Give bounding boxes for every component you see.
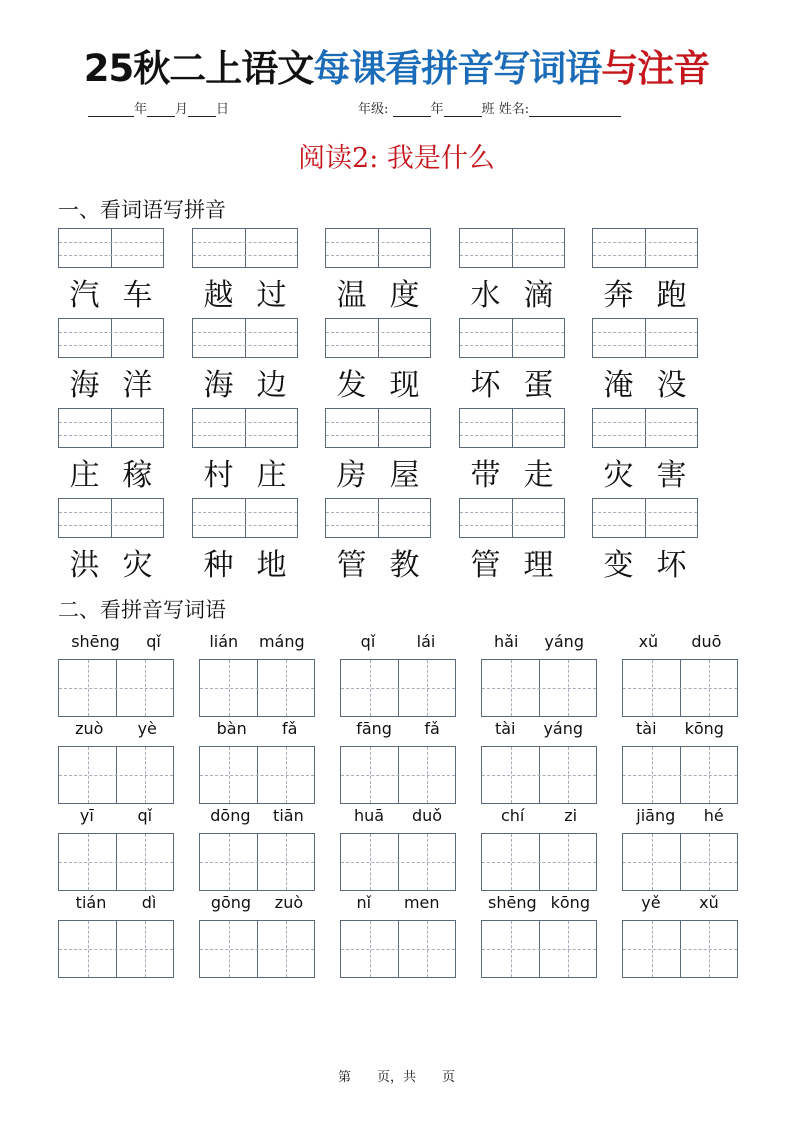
word-character: 越 [203, 278, 234, 313]
pinyin-item [340, 632, 456, 651]
word-character: 温 [336, 278, 367, 313]
character-writing-box[interactable] [58, 920, 174, 978]
pinyin-writing-box[interactable] [459, 498, 565, 538]
character-writing-box[interactable] [58, 833, 174, 891]
pinyin-writing-box[interactable] [192, 228, 298, 268]
pinyin-syllable: men [403, 893, 440, 912]
character-writing-box[interactable] [622, 659, 738, 717]
pinyin-syllable: tài [494, 719, 516, 738]
word-character: 带 [470, 458, 501, 493]
word-item [192, 360, 298, 404]
character-writing-box[interactable] [340, 659, 456, 717]
pinyin-syllable: yě [641, 893, 661, 912]
pinyin-item [340, 806, 456, 825]
character-writing-box[interactable] [199, 746, 315, 804]
pinyin-syllable: lián [209, 632, 239, 651]
pinyin-writing-box[interactable] [325, 228, 431, 268]
word-character: 海 [203, 368, 234, 403]
word-character: 度 [389, 278, 420, 313]
pinyin-writing-box[interactable] [459, 318, 565, 358]
pinyin-syllable: xǔ [699, 893, 719, 912]
pinyin-syllable: kōng [550, 893, 590, 912]
word-character: 现 [389, 368, 420, 403]
pinyin-syllable: tài [636, 719, 657, 738]
character-writing-box[interactable] [622, 920, 738, 978]
pinyin-item [199, 632, 315, 651]
pinyin-syllable: fǎ [424, 719, 440, 738]
pinyin-item [58, 893, 174, 912]
word-character: 害 [656, 458, 687, 493]
character-writing-box[interactable] [481, 833, 597, 891]
word-item [58, 450, 164, 494]
pinyin-syllable: jiāng [636, 806, 676, 825]
pinyin-writing-box[interactable] [58, 498, 164, 538]
pinyin-item [58, 806, 174, 825]
class-blank[interactable] [444, 104, 482, 117]
pinyin-writing-box[interactable] [192, 408, 298, 448]
grade-label: 年级: [358, 102, 389, 117]
word-item [58, 270, 164, 314]
pinyin-item [622, 893, 738, 912]
word-character: 屋 [389, 458, 420, 493]
word-character: 灾 [122, 548, 153, 583]
pinyin-syllable: fāng [356, 719, 392, 738]
title-part-3: 与注音 [601, 47, 710, 90]
character-writing-box[interactable] [340, 920, 456, 978]
pinyin-writing-box[interactable] [58, 408, 164, 448]
pinyin-item [622, 632, 738, 651]
pinyin-syllable: yè [137, 719, 157, 738]
pinyin-syllable: bàn [216, 719, 247, 738]
pinyin-writing-box[interactable] [58, 228, 164, 268]
character-writing-box[interactable] [622, 746, 738, 804]
word-character: 种 [203, 548, 234, 583]
pinyin-syllable: xǔ [638, 632, 659, 651]
character-writing-box[interactable] [481, 659, 597, 717]
word-character: 管 [336, 548, 367, 583]
pinyin-writing-box[interactable] [592, 318, 698, 358]
pinyin-syllable: duō [691, 632, 722, 651]
word-character: 发 [336, 368, 367, 403]
word-character: 房 [336, 458, 367, 493]
section1-heading: 一、看词语写拼音 [58, 198, 226, 222]
word-item [325, 270, 431, 314]
pinyin-syllable: tián [75, 893, 107, 912]
word-character: 水 [470, 278, 501, 313]
word-character: 洪 [69, 548, 100, 583]
word-character: 教 [389, 548, 420, 583]
word-item [592, 270, 698, 314]
grade-year-label: 年 [430, 102, 444, 117]
character-writing-box[interactable] [481, 746, 597, 804]
pinyin-writing-box[interactable] [325, 408, 431, 448]
word-item [192, 540, 298, 584]
lesson-title: 阅读2: 我是什么 [298, 143, 495, 174]
year-blank[interactable] [88, 104, 134, 117]
day-blank[interactable] [188, 104, 216, 117]
pinyin-syllable: hé [703, 806, 724, 825]
word-character: 走 [523, 458, 554, 493]
pinyin-syllable: dì [141, 893, 157, 912]
pinyin-writing-box[interactable] [459, 408, 565, 448]
title-part-1: 25秋二上语文 [83, 47, 314, 90]
word-character: 庄 [256, 458, 287, 493]
character-writing-box[interactable] [481, 920, 597, 978]
pinyin-syllable: yáng [543, 719, 584, 738]
word-character: 庄 [69, 458, 100, 493]
pinyin-writing-box[interactable] [58, 318, 164, 358]
month-blank[interactable] [147, 104, 175, 117]
pinyin-writing-box[interactable] [592, 228, 698, 268]
student-line [358, 98, 621, 117]
word-character: 变 [603, 548, 634, 583]
word-item [459, 360, 565, 404]
word-item [58, 360, 164, 404]
pinyin-writing-box[interactable] [325, 318, 431, 358]
word-character: 理 [523, 548, 554, 583]
pinyin-syllable: fǎ [281, 719, 298, 738]
pinyin-syllable: zuò [75, 719, 104, 738]
section2-heading: 二、看拼音写词语 [58, 598, 226, 622]
character-writing-box[interactable] [199, 659, 315, 717]
word-item [459, 270, 565, 314]
pinyin-writing-box[interactable] [459, 228, 565, 268]
word-item [459, 540, 565, 584]
pinyin-writing-box[interactable] [192, 318, 298, 358]
title-part-2: 每课看拼音写词语 [313, 47, 602, 90]
month-label: 月 [175, 102, 189, 117]
pinyin-syllable: zi [564, 806, 578, 825]
pinyin-syllable: kōng [684, 719, 724, 738]
character-writing-box[interactable] [199, 833, 315, 891]
word-character: 管 [470, 548, 501, 583]
name-blank[interactable] [529, 104, 621, 117]
pinyin-item [622, 806, 738, 825]
word-character: 滴 [523, 278, 554, 313]
pinyin-syllable: máng [258, 632, 305, 651]
date-line [88, 98, 229, 117]
word-character: 汽 [69, 278, 100, 313]
character-writing-box[interactable] [340, 833, 456, 891]
word-item [192, 270, 298, 314]
word-character: 灾 [603, 458, 634, 493]
word-character: 淹 [603, 368, 634, 403]
word-character: 边 [256, 368, 287, 403]
word-item [58, 540, 164, 584]
pinyin-syllable: qǐ [146, 632, 161, 651]
word-item [459, 450, 565, 494]
word-item [325, 360, 431, 404]
word-character: 奔 [603, 278, 634, 313]
character-writing-box[interactable] [58, 746, 174, 804]
word-item [325, 450, 431, 494]
pinyin-item [199, 719, 315, 738]
word-character: 跑 [656, 278, 687, 313]
word-character: 稼 [122, 458, 153, 493]
pinyin-syllable: nǐ [356, 893, 372, 912]
pinyin-syllable: qǐ [137, 806, 153, 825]
pinyin-syllable: dōng [210, 806, 251, 825]
pinyin-writing-box[interactable] [325, 498, 431, 538]
word-character: 海 [69, 368, 100, 403]
pinyin-item [481, 893, 597, 912]
word-item [592, 450, 698, 494]
grade-blank[interactable] [393, 104, 431, 117]
word-character: 地 [256, 548, 287, 583]
character-writing-box[interactable] [58, 659, 174, 717]
name-label: 姓名: [498, 102, 530, 117]
pinyin-item [58, 719, 174, 738]
pinyin-syllable: zuò [274, 893, 304, 912]
pinyin-syllable: yī [79, 806, 94, 825]
pinyin-item [481, 806, 597, 825]
word-character: 没 [656, 368, 687, 403]
pinyin-item [340, 719, 456, 738]
pinyin-writing-box[interactable] [592, 408, 698, 448]
word-character: 车 [122, 278, 153, 313]
pinyin-item [58, 632, 174, 651]
pinyin-item [481, 632, 597, 651]
pinyin-syllable: chí [500, 806, 525, 825]
pinyin-item [340, 893, 456, 912]
pinyin-writing-box[interactable] [192, 498, 298, 538]
pinyin-syllable: shēng [488, 893, 537, 912]
pinyin-syllable: lái [416, 632, 436, 651]
word-item [592, 540, 698, 584]
pinyin-item [199, 893, 315, 912]
pinyin-syllable: duǒ [411, 806, 443, 825]
page-footer: 第 页，共 页 [337, 1070, 455, 1085]
pinyin-item [481, 719, 597, 738]
word-character: 洋 [122, 368, 153, 403]
pinyin-item [199, 806, 315, 825]
pinyin-syllable: gōng [210, 893, 252, 912]
pinyin-syllable: yáng [544, 632, 584, 651]
pinyin-syllable: hǎi [494, 632, 519, 651]
character-writing-box[interactable] [340, 746, 456, 804]
character-writing-box[interactable] [199, 920, 315, 978]
word-character: 坏 [470, 368, 501, 403]
year-label: 年 [134, 102, 148, 117]
word-character: 过 [256, 278, 287, 313]
pinyin-syllable: qǐ [360, 632, 376, 651]
word-character: 村 [203, 458, 234, 493]
pinyin-syllable: shēng [71, 632, 120, 651]
worksheet-title [0, 38, 793, 92]
character-writing-box[interactable] [622, 833, 738, 891]
pinyin-syllable: huā [353, 806, 385, 825]
pinyin-item [622, 719, 738, 738]
pinyin-syllable: tiān [273, 806, 304, 825]
word-item [192, 450, 298, 494]
day-label: 日 [216, 102, 230, 117]
pinyin-writing-box[interactable] [592, 498, 698, 538]
word-item [592, 360, 698, 404]
word-item [325, 540, 431, 584]
word-character: 蛋 [523, 368, 554, 403]
class-label: 班 [481, 102, 495, 117]
word-character: 坏 [656, 548, 687, 583]
